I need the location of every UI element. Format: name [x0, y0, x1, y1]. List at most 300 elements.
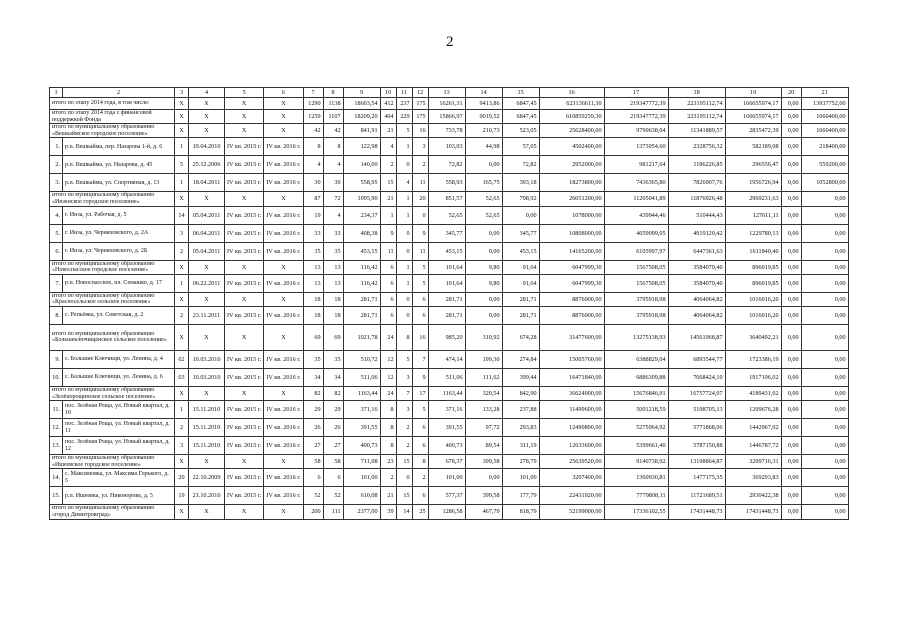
value-cell: 0,00 [781, 138, 801, 156]
subtotal-label: итого по муниципальному образованию «Зелёнорощинское сельское поселение» [50, 386, 175, 400]
address-cell: р.п. Вешкайма, ул. Назарова, д. 45 [63, 156, 175, 174]
value-cell: 223195112,74 [668, 98, 725, 110]
value-cell: 6047999,30 [539, 274, 604, 292]
row-number-cell: 9. [50, 350, 63, 368]
value-cell: 0 [412, 206, 428, 224]
value-cell: 11 [412, 242, 428, 260]
value-cell: 9019,52 [465, 110, 502, 124]
value-cell: 0,00 [781, 306, 801, 324]
value-cell: 219347772,39 [604, 98, 668, 110]
value-cell: X [264, 98, 303, 110]
value-cell: 0,00 [801, 260, 848, 274]
value-cell: X [175, 386, 189, 400]
value-cell: 23 [380, 455, 396, 469]
value-cell: 0,00 [781, 350, 801, 368]
value-cell: 1723386,19 [725, 350, 781, 368]
value-cell: 281,71 [502, 306, 539, 324]
house-row [50, 401, 849, 419]
value-cell: 2377,00 [343, 505, 380, 519]
value-cell: X [264, 260, 303, 274]
value-cell: 3 [412, 138, 428, 156]
address-cell: г. Инза, ул. Черняховского, д. 2А [63, 224, 175, 242]
value-cell: 5771868,06 [668, 419, 725, 437]
value-cell: 29 [323, 401, 343, 419]
value-cell: 8 [303, 138, 323, 156]
value-cell: 15 [380, 174, 396, 192]
row-number-cell: 12. [50, 419, 63, 437]
value-cell: 6 [380, 306, 396, 324]
value-cell: 1 [175, 274, 189, 292]
value-cell: 8 [412, 455, 428, 469]
value-cell: 34 [323, 368, 343, 386]
value-cell: 15 [396, 455, 412, 469]
value-cell: 7779808,11 [604, 487, 668, 505]
value-cell: IV кв. 2015 г. [225, 419, 264, 437]
column-number-cell: 18 [668, 88, 725, 98]
row-number-cell: 10. [50, 368, 63, 386]
value-cell: 11 [412, 174, 428, 192]
value-cell: 13 [323, 274, 343, 292]
value-cell: 229 [396, 110, 412, 124]
column-number-cell: 19 [725, 88, 781, 98]
value-cell: 15.11.2010 [189, 419, 225, 437]
column-number-cell: 5 [225, 88, 264, 98]
house-row [50, 156, 849, 174]
value-cell: 5787150,88 [668, 437, 725, 455]
value-cell: 4 [323, 206, 343, 224]
value-cell: 582189,08 [725, 138, 781, 156]
value-cell: 13275138,93 [604, 324, 668, 350]
value-cell: 35 [303, 350, 323, 368]
value-cell: 237 [396, 98, 412, 110]
value-cell: 15.11.2010 [189, 401, 225, 419]
value-cell: 0,00 [781, 124, 801, 138]
value-cell: 101,00 [502, 469, 539, 487]
column-number-cell: 16 [539, 88, 604, 98]
value-cell: 408,38 [343, 224, 380, 242]
column-number-cell: 21 [801, 88, 848, 98]
value-cell: 2 [396, 437, 412, 455]
value-cell: 15676846,91 [604, 386, 668, 400]
value-cell: 26051200,00 [539, 192, 604, 206]
value-cell: 11205041,89 [604, 192, 668, 206]
value-cell: X [225, 386, 264, 400]
subtotal-label: итого по муниципальному образованию «Красносельское сельское поселение» [50, 292, 175, 306]
value-cell: 5198705,13 [668, 401, 725, 419]
value-cell: IV кв. 2016 г. [264, 274, 303, 292]
value-cell: 1611840,40 [725, 242, 781, 260]
subtotal-row [50, 455, 849, 469]
resettlement-register-table [49, 87, 849, 520]
value-cell: X [225, 192, 264, 206]
value-cell: 0,00 [801, 292, 848, 306]
value-cell: X [264, 110, 303, 124]
value-cell: X [175, 324, 189, 350]
value-cell: 18603,54 [343, 98, 380, 110]
value-cell: 0,00 [781, 469, 801, 487]
value-cell: 1078000,00 [539, 206, 604, 224]
value-cell: 391,55 [343, 419, 380, 437]
value-cell: 8 [396, 324, 412, 350]
value-cell: 0,00 [781, 455, 801, 469]
column-number-cell: 9 [343, 88, 380, 98]
value-cell: 237,88 [502, 401, 539, 419]
value-cell: 11499600,00 [539, 401, 604, 419]
value-cell: 2 [175, 242, 189, 260]
value-cell: 52199000,00 [539, 505, 604, 519]
value-cell: 281,71 [343, 306, 380, 324]
value-cell: 0,00 [465, 156, 502, 174]
value-cell: 166655974,17 [725, 110, 781, 124]
house-row [50, 419, 849, 437]
value-cell: 14 [175, 206, 189, 224]
house-row [50, 206, 849, 224]
value-cell: 2835472,39 [725, 124, 781, 138]
value-cell: 16261,31 [428, 98, 465, 110]
value-cell: 9140738,92 [604, 455, 668, 469]
value-cell: 1 [175, 401, 189, 419]
value-cell: 9 [380, 224, 396, 242]
value-cell: 610,08 [343, 487, 380, 505]
column-number-cell: 4 [189, 88, 225, 98]
row-number-cell: 3. [50, 174, 63, 192]
value-cell: 0,00 [781, 224, 801, 242]
value-cell: 6 [323, 469, 343, 487]
value-cell: 30 [323, 174, 343, 192]
value-cell: 1299676,28 [725, 401, 781, 419]
value-cell: 14561968,87 [668, 324, 725, 350]
value-cell: 281,71 [428, 306, 465, 324]
value-cell: 15 [396, 487, 412, 505]
value-cell: 13 [303, 260, 323, 274]
value-cell: 2328756,32 [668, 138, 725, 156]
value-cell: X [175, 192, 189, 206]
value-cell: 22.10.2009 [189, 469, 225, 487]
value-cell: 1052800,00 [801, 174, 848, 192]
value-cell: 0,00 [801, 437, 848, 455]
value-cell: 0,00 [781, 274, 801, 292]
address-cell: г. Инза, ул. Черняховского, д. 2Б [63, 242, 175, 260]
value-cell: 0,00 [801, 224, 848, 242]
value-cell: 52,65 [428, 206, 465, 224]
value-cell: 13937752,00 [801, 98, 848, 110]
value-cell: 20 [175, 469, 189, 487]
value-cell: 5 [412, 260, 428, 274]
value-cell: 8876000,00 [539, 306, 604, 324]
value-cell: 1567508,05 [604, 260, 668, 274]
value-cell: IV кв. 2015 г. [225, 274, 264, 292]
value-cell: 05.04.2011 [189, 242, 225, 260]
value-cell: 200 [303, 505, 323, 519]
value-cell: 818,79 [502, 505, 539, 519]
row-number-cell: 2. [50, 156, 63, 174]
value-cell: 5 [396, 350, 412, 368]
value-cell: 175 [412, 98, 428, 110]
value-cell: 9790638,04 [604, 124, 668, 138]
value-cell: 33 [323, 224, 343, 242]
row-number-cell: 15. [50, 487, 63, 505]
row-number-cell: 8. [50, 306, 63, 324]
address-cell: р.п. Ишеевка, ул. Никонорова, д. 5 [63, 487, 175, 505]
value-cell: 3 [175, 437, 189, 455]
value-cell: 17431448,73 [725, 505, 781, 519]
value-cell: IV кв. 2016 г. [264, 437, 303, 455]
value-cell: 0,00 [781, 206, 801, 224]
value-cell: 2 [412, 469, 428, 487]
value-cell: 5 [412, 401, 428, 419]
value-cell: 6 [412, 292, 428, 306]
value-cell: 19 [175, 487, 189, 505]
value-cell: 6047999,30 [539, 260, 604, 274]
subtotal-row [50, 192, 849, 206]
value-cell: 05.04.2011 [189, 206, 225, 224]
subtotal-row [50, 386, 849, 400]
value-cell: 6 [303, 469, 323, 487]
value-cell: IV кв. 2016 г. [264, 138, 303, 156]
value-cell: 6847,45 [502, 98, 539, 110]
value-cell: IV кв. 2016 г. [264, 242, 303, 260]
address-cell: пос. Зелёная Роща, ул. Новый квартал, д. 10 [63, 401, 175, 419]
value-cell: 296556,47 [725, 156, 781, 174]
value-cell: IV кв. 2016 г. [264, 206, 303, 224]
value-cell: 3584079,40 [668, 260, 725, 274]
value-cell: 0 [396, 224, 412, 242]
house-row [50, 487, 849, 505]
value-cell: 674,28 [502, 324, 539, 350]
value-cell: 16757724,07 [668, 386, 725, 400]
value-cell: 1660400,00 [801, 124, 848, 138]
value-cell: IV кв. 2015 г. [225, 242, 264, 260]
subtotal-label: итого по муниципальному образованию «Новоспасское городское поселение» [50, 260, 175, 274]
value-cell: 320,54 [465, 386, 502, 400]
value-cell: 27 [323, 437, 343, 455]
value-cell: 2930422,38 [725, 487, 781, 505]
value-cell: 30 [303, 174, 323, 192]
value-cell: 842,90 [502, 386, 539, 400]
value-cell: 175 [412, 110, 428, 124]
value-cell: 21 [380, 124, 396, 138]
value-cell: 1259 [303, 110, 323, 124]
value-cell: 20 [412, 192, 428, 206]
value-cell: 6 [412, 437, 428, 455]
column-number-cell: 3 [175, 88, 189, 98]
value-cell: 0 [396, 306, 412, 324]
value-cell: 281,71 [502, 292, 539, 306]
value-cell: 2 [380, 469, 396, 487]
row-number-cell: 5. [50, 224, 63, 242]
value-cell: 24 [380, 324, 396, 350]
value-cell: X [225, 124, 264, 138]
value-cell: IV кв. 2015 г. [225, 174, 264, 192]
subtotal-row [50, 292, 849, 306]
value-cell: 511,06 [343, 368, 380, 386]
value-cell: 0,00 [781, 505, 801, 519]
value-cell: X [189, 386, 225, 400]
value-cell: 72 [323, 192, 343, 206]
value-cell: 1 [175, 174, 189, 192]
value-cell: 3795918,98 [604, 306, 668, 324]
value-cell: 24 [380, 386, 396, 400]
address-cell: р.п. Новоспасское, пл. Семашко, д. 17 [63, 274, 175, 292]
value-cell: 0,00 [781, 242, 801, 260]
row-number-cell: 4. [50, 206, 63, 224]
value-cell: 39 [380, 505, 396, 519]
value-cell: 18 [303, 306, 323, 324]
value-cell: 25639520,00 [539, 455, 604, 469]
subtotal-label: итого по муниципальному образованию «Ишеевское городское поселение» [50, 455, 175, 469]
value-cell: X [264, 455, 303, 469]
value-cell: 91,64 [502, 260, 539, 274]
value-cell: 278,79 [502, 455, 539, 469]
value-cell: 3584079,40 [668, 274, 725, 292]
value-cell: 4 [323, 156, 343, 174]
value-cell: 523,05 [502, 124, 539, 138]
subtotal-row [50, 124, 849, 138]
value-cell: X [225, 110, 264, 124]
address-cell: пос. Зелёная Роща, ул. Новый квартал, д. 12 [63, 437, 175, 455]
value-cell: 610859259,30 [539, 110, 604, 124]
subtotal-label: итого по этапу 2014 года, в том числе: [50, 98, 175, 110]
page-number: 2 [446, 34, 454, 50]
value-cell: 0,00 [801, 469, 848, 487]
value-cell: 34 [303, 368, 323, 386]
value-cell: 9,80 [465, 274, 502, 292]
value-cell: IV кв. 2015 г. [225, 469, 264, 487]
value-cell: 0,00 [801, 455, 848, 469]
value-cell: 4 [303, 156, 323, 174]
value-cell: 310,92 [465, 324, 502, 350]
column-number-cell: 11 [396, 88, 412, 98]
value-cell: 29 [303, 401, 323, 419]
value-cell: X [189, 324, 225, 350]
value-cell: 166655974,17 [725, 98, 781, 110]
value-cell: 8876000,00 [539, 292, 604, 306]
value-cell: 2 [396, 419, 412, 437]
value-cell: 52 [303, 487, 323, 505]
value-cell: 0,00 [465, 292, 502, 306]
value-cell: 3 [396, 368, 412, 386]
column-number-cell: 2 [63, 88, 175, 98]
value-cell: 1 [380, 206, 396, 224]
column-number-cell: 10 [380, 88, 396, 98]
value-cell: 7436365,80 [604, 174, 668, 192]
column-number-cell: 1 [50, 88, 63, 98]
value-cell: 11876926,48 [668, 192, 725, 206]
value-cell: 9,80 [465, 260, 502, 274]
house-row [50, 138, 849, 156]
value-cell: X [264, 124, 303, 138]
column-number-cell: 12 [412, 88, 428, 98]
value-cell: 1442967,02 [725, 419, 781, 437]
value-cell: 623136611,30 [539, 98, 604, 110]
value-cell: 1 [396, 260, 412, 274]
value-cell: 101,64 [428, 274, 465, 292]
value-cell: 8 [380, 437, 396, 455]
value-cell: 1107 [323, 110, 343, 124]
value-cell: X [264, 192, 303, 206]
value-cell: 16471840,00 [539, 368, 604, 386]
value-cell: 6 [412, 487, 428, 505]
value-cell: 0,00 [781, 110, 801, 124]
value-cell: 1 [175, 138, 189, 156]
value-cell: 15005760,00 [539, 350, 604, 368]
value-cell: IV кв. 2016 г. [264, 419, 303, 437]
value-cell: 16 [412, 324, 428, 350]
value-cell: 0,00 [801, 242, 848, 260]
value-cell: X [264, 386, 303, 400]
value-cell: 6388829,04 [604, 350, 668, 368]
value-cell: 19 [303, 206, 323, 224]
value-cell: 13198864,87 [668, 455, 725, 469]
column-number-row [50, 88, 849, 98]
value-cell: 4064064,82 [668, 292, 725, 306]
value-cell: 439944,46 [604, 206, 668, 224]
value-cell: X [175, 110, 189, 124]
value-cell: 4919120,42 [668, 224, 725, 242]
value-cell: 2 [380, 156, 396, 174]
value-cell: 5399661,40 [604, 437, 668, 455]
value-cell: 21.10.2010 [189, 487, 225, 505]
value-cell: 1021,78 [343, 324, 380, 350]
value-cell: X [189, 124, 225, 138]
value-cell: 116,42 [343, 274, 380, 292]
address-cell: с. Большие Ключищи, ул. Ленина, д. 6 [63, 368, 175, 386]
value-cell: 0,00 [801, 419, 848, 437]
value-cell: 111 [323, 505, 343, 519]
house-row [50, 350, 849, 368]
value-cell: X [225, 324, 264, 350]
value-cell: 1286,58 [428, 505, 465, 519]
value-cell: 0,00 [781, 437, 801, 455]
value-cell: IV кв. 2016 г. [264, 156, 303, 174]
value-cell: 985,20 [428, 324, 465, 350]
column-number-cell: 8 [323, 88, 343, 98]
value-cell: 400,73 [428, 437, 465, 455]
value-cell: 72,82 [428, 156, 465, 174]
value-cell: X [189, 192, 225, 206]
value-cell: X [225, 505, 264, 519]
value-cell: X [225, 455, 264, 469]
value-cell: 06.22.2011 [189, 274, 225, 292]
value-cell: 0,00 [801, 324, 848, 350]
value-cell: X [175, 98, 189, 110]
value-cell: 42 [323, 124, 343, 138]
value-cell: 391,55 [428, 419, 465, 437]
address-cell: р.п. Вешкайма, пер. Назарова 1-й, д. 6 [63, 138, 175, 156]
value-cell: 399,44 [502, 368, 539, 386]
value-cell: 122,98 [343, 138, 380, 156]
value-cell: 3640492,21 [725, 324, 781, 350]
value-cell: 393,18 [502, 174, 539, 192]
row-number-cell: 6. [50, 242, 63, 260]
address-cell: р.п. Вешкайма, ул. Спортивная, д. 13 [63, 174, 175, 192]
value-cell: 31477600,00 [539, 324, 604, 350]
value-cell: 0,00 [781, 174, 801, 192]
value-cell: 101,64 [428, 260, 465, 274]
value-cell: 371,16 [428, 401, 465, 419]
value-cell: 1 [396, 206, 412, 224]
value-cell: 03 [175, 368, 189, 386]
address-cell: пос. Зелёная Роща, ул. Новый квартал, д. 11 [63, 419, 175, 437]
value-cell: 1 [396, 192, 412, 206]
column-number-cell: 14 [465, 88, 502, 98]
value-cell: 0 [396, 156, 412, 174]
value-cell: 13 [323, 260, 343, 274]
row-number-cell: 13. [50, 437, 63, 455]
value-cell: 12633600,00 [539, 437, 604, 455]
value-cell: 12490800,00 [539, 419, 604, 437]
value-cell: 6847,45 [502, 110, 539, 124]
